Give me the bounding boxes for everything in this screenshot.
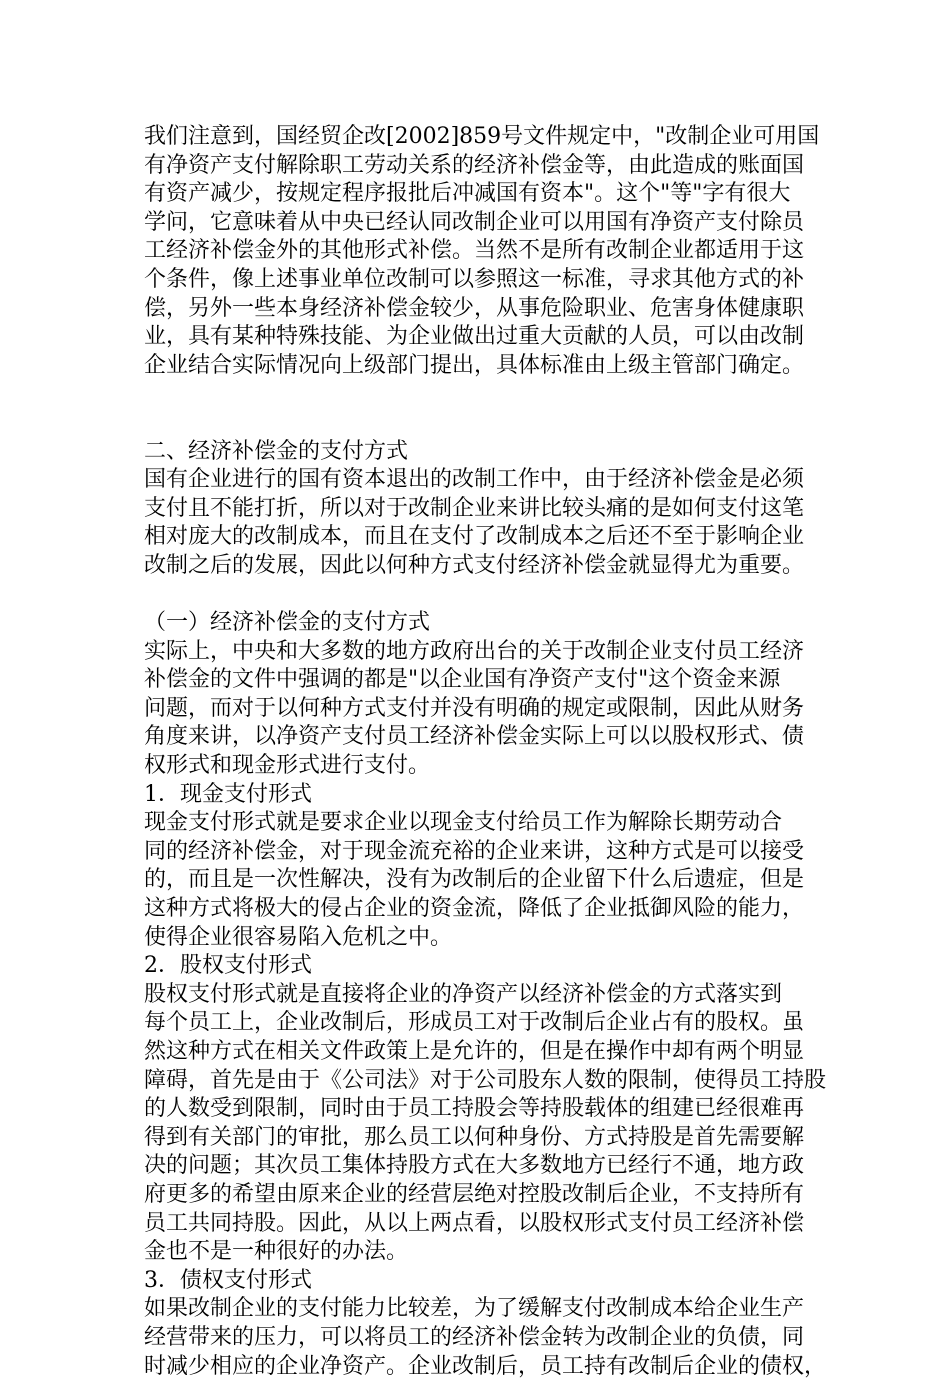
text-line: 工经济补偿金外的其他形式补偿。当然不是所有改制企业都适用于这 [144,238,805,264]
text-line: 得到有关部门的审批，那么员工以何种身份、方式持股是首先需要解 [144,1124,805,1150]
text-line: 经营带来的压力，可以将员工的经济补偿金转为改制企业的负债，同 [144,1324,805,1350]
paragraph-3 [144,638,824,781]
text-line: 权形式和现金形式进行支付。 [144,753,431,779]
text-line: 补偿金的文件中强调的都是"以企业国有净资产支付"这个资金来源 [144,667,781,693]
text-line: 每个员工上，企业改制后，形成员工对于改制后企业占有的股权。虽 [144,1010,805,1036]
section-heading: 二、经济补偿金的支付方式 [144,438,409,464]
text-line: 角度来讲，以净资产支付员工经济补偿金实际上可以以股权形式、债 [144,724,805,750]
item-2-body [144,981,827,1267]
text-line: 员工共同持股。因此，从以上两点看，以股权形式支付员工经济补偿 [144,1210,805,1236]
text-line: 有净资产支付解除职工劳动关系的经济补偿金等，由此造成的账面国 [144,152,805,178]
text-line: 问题，而对于以何种方式支付并没有明确的规定或限制，因此从财务 [144,695,805,721]
text-line: 我们注意到，国经贸企改[2002]859号文件规定中，"改制企业可用国 [144,124,820,149]
text-line: 有资产减少，按规定程序报批后冲减国有资本"。这个"等"字有很大 [144,181,791,207]
item-heading: 1．现金支付形式 [144,781,312,807]
text-line: 实际上，中央和大多数的地方政府出台的关于改制企业支付员工经济 [144,638,805,664]
text-line: 支付且不能打折，所以对于改制企业来讲比较头痛的是如何支付这笔 [144,495,805,521]
text-line: 国有企业进行的国有资本退出的改制工作中，由于经济补偿金是必须 [144,467,805,493]
text-line: 决的问题；其次员工集体持股方式在大多数地方已经行不通，地方政 [144,1153,805,1179]
text-line: 业，具有某种特殊技能、为企业做出过重大贡献的人员，可以由改制 [144,324,805,350]
text-line: 如果改制企业的支付能力比较差，为了缓解支付改制成本给企业生产 [144,1296,805,1322]
item-3-body [144,1295,827,1381]
text-line: 的，而且是一次性解决，没有为改制后的企业留下什么后遗症，但是 [144,867,805,893]
document-body [144,123,827,1381]
text-line: 障碍，首先是由于《公司法》对于公司股东人数的限制，使得员工持股 [144,1067,827,1093]
text-line: 股权支付形式就是直接将企业的净资产以经济补偿金的方式落实到 [144,981,783,1007]
text-line: 这种方式将极大的侵占企业的资金流，降低了企业抵御风险的能力， [144,896,805,922]
text-line: 金也不是一种很好的办法。 [144,1239,409,1265]
spacer [144,380,824,409]
text-line: 府更多的希望由原来企业的经营层绝对控股改制后企业，不支持所有 [144,1181,805,1207]
text-line: 学问，它意味着从中央已经认同改制企业可以用国有净资产支付除员 [144,209,805,235]
text-line: 现金支付形式就是要求企业以现金支付给员工作为解除长期劳动合 [144,810,783,836]
text-line: 同的经济补偿金，对于现金流充裕的企业来讲，这种方式是可以接受 [144,838,805,864]
item-heading: 3．债权支付形式 [144,1267,312,1293]
text-line: 时减少相应的企业净资产。企业改制后，员工持有改制后企业的债权， [144,1353,827,1379]
text-line: 改制之后的发展，因此以何种方式支付经济补偿金就显得尤为重要。 [144,552,805,578]
spacer [144,409,824,438]
paragraph-1 [144,123,824,380]
item-1-body [144,809,824,952]
paragraph-2 [144,466,824,580]
text-line: 使得企业很容易陷入危机之中。 [144,924,453,950]
text-line: 个条件，像上述事业单位改制可以参照这一标准，寻求其他方式的补 [144,266,805,292]
item-heading: 2．股权支付形式 [144,953,312,979]
text-line: 企业结合实际情况向上级部门提出，具体标准由上级主管部门确定。 [144,352,805,378]
text-line: 相对庞大的改制成本，而且在支付了改制成本之后还不至于影响企业 [144,524,805,550]
text-line: 然这种方式在相关文件政策上是允许的，但是在操作中却有两个明显 [144,1039,805,1064]
text-line: 偿，另外一些本身经济补偿金较少，从事危险职业、危害身体健康职 [144,295,805,321]
spacer [144,581,824,610]
text-line: 的人数受到限制，同时由于员工持股会等持股载体的组建已经很难再 [144,1096,805,1122]
subsection-heading: （一）经济补偿金的支付方式 [144,610,431,636]
